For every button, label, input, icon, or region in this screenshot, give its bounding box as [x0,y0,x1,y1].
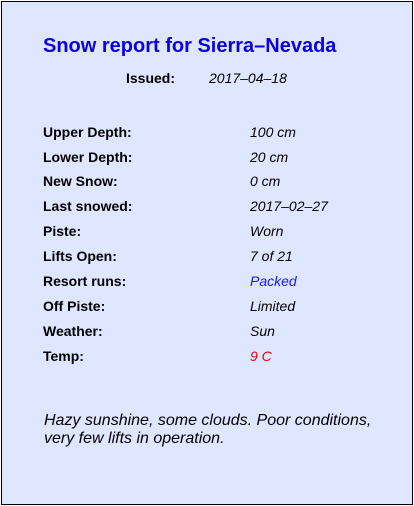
snow-report-card [1,1,413,505]
last-snowed-label: Last snowed: [43,198,133,214]
new-snow-value: 0 cm [250,173,281,189]
issued-label: Issued: [126,70,176,86]
lifts-open-value: 7 of 21 [250,248,293,264]
conditions-summary: Hazy sunshine, some clouds. Poor conditions, very few lifts in operation. [44,412,372,447]
lifts-open-label: Lifts Open: [43,248,117,264]
row-temp [43,348,383,368]
row-off-piste [43,298,383,318]
off-piste-label: Off Piste: [43,298,106,314]
temp-label: Temp: [43,348,84,364]
piste-label: Piste: [43,223,82,239]
piste-value: Worn [250,223,284,239]
off-piste-value: Limited [250,298,296,314]
row-lower-depth [43,149,383,169]
upper-depth-label: Upper Depth: [43,124,132,140]
last-snowed-value: 2017–02–27 [250,198,328,214]
temp-value: 9 C [250,348,272,364]
weather-label: Weather: [43,323,103,339]
weather-value: Sun [250,323,275,339]
issued-date: 2017–04–18 [209,70,287,86]
lower-depth-label: Lower Depth: [43,149,133,165]
row-last-snowed [43,198,383,218]
row-new-snow [43,173,383,193]
resort-runs-label: Resort runs: [43,273,127,289]
report-title: Snow report for Sierra–Nevada [43,35,337,57]
lower-depth-value: 20 cm [250,149,289,165]
row-weather [43,323,383,343]
upper-depth-value: 100 cm [250,124,296,140]
row-lifts-open [43,248,383,268]
resort-runs-value: Packed [250,273,297,289]
row-resort-runs [43,273,383,293]
row-upper-depth [43,124,383,144]
row-piste [43,223,383,243]
new-snow-label: New Snow: [43,173,118,189]
